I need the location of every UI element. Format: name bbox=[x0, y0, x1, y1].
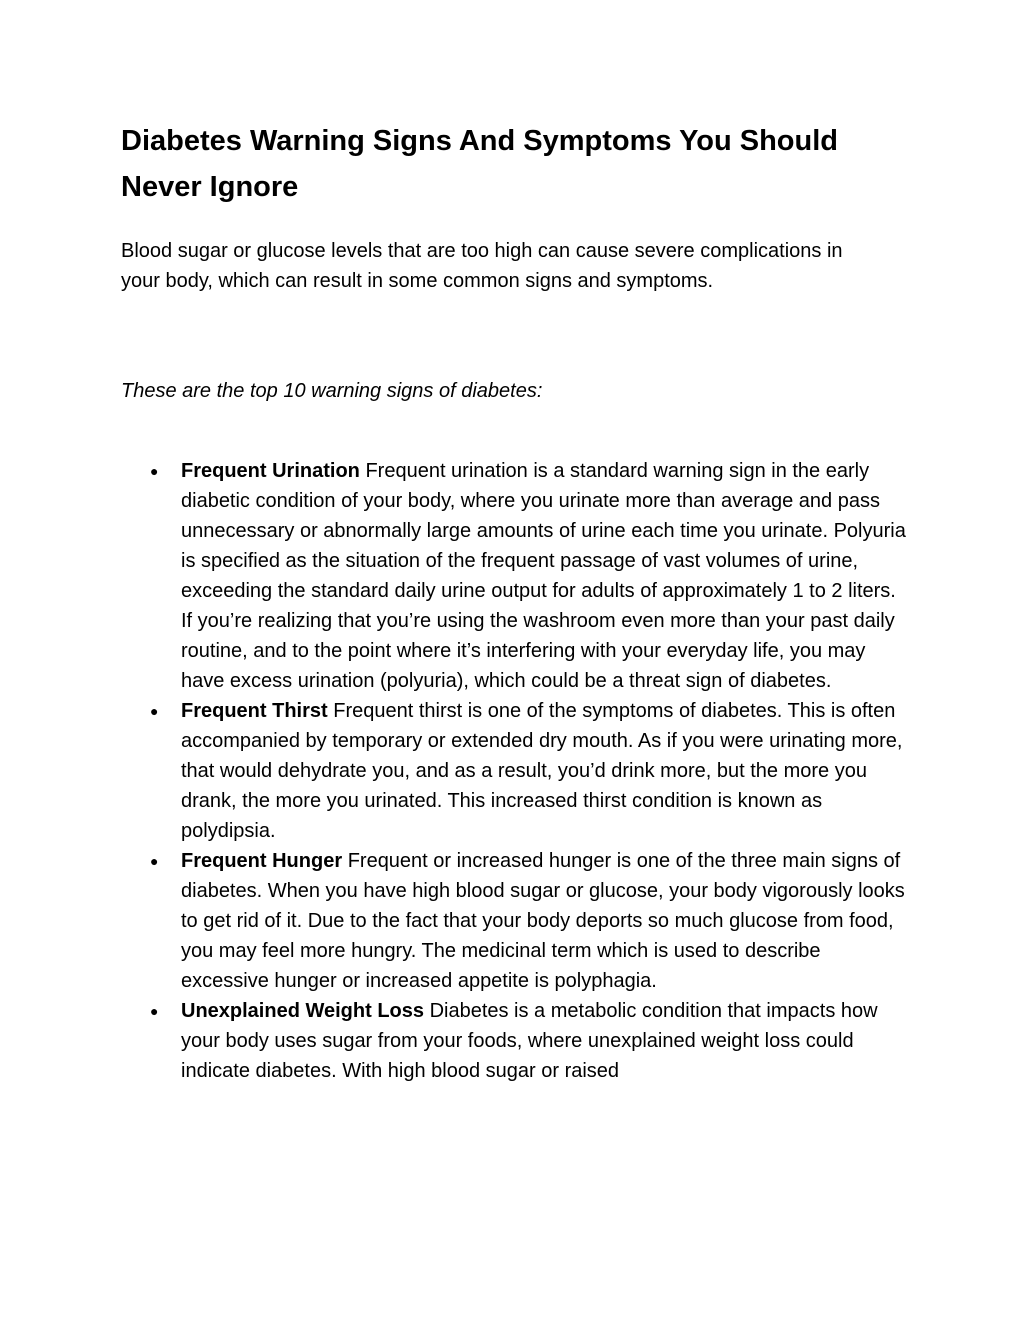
sign-description: Frequent urination is a standard warning sign in the early diabetic condition of your body, where you urinate more than average and pass unnecessary or abnormally large amounts of urine each time you urinate. Polyuria is specified as the situation of the frequent passage of vast volumes of urine, exceeding the standard daily urine output for adults of approximately 1 to 2 liters. If you’re realizing that you’re using the washroom even more than your past daily routine, and to the point where it’s interfering with your everyday life, you may have excess urination (polyuria), which could be a threat sign of diabetes. bbox=[181, 460, 906, 692]
list-item bbox=[150, 456, 911, 696]
sign-name: Unexplained Weight Loss bbox=[181, 1000, 424, 1022]
bullet-icon: ● bbox=[150, 463, 159, 479]
sign-description: Frequent or increased hunger is one of the three main signs of diabetes. When you have high blood sugar or glucose, your body vigorously looks to get rid of it. Due to the fact that your body deports so much glucose from food, you may feel more hungry. The medicinal term which is used to describe excessive hunger or increased appetite is polyphagia. bbox=[181, 850, 905, 992]
sign-name: Frequent Urination bbox=[181, 460, 360, 482]
page-title: Diabetes Warning Signs And Symptoms You Should Never Ignore bbox=[121, 125, 838, 203]
bullet-icon: ● bbox=[150, 703, 159, 719]
list-item bbox=[150, 846, 911, 996]
sign-name: Frequent Hunger bbox=[181, 850, 343, 872]
sign-description: Diabetes is a metabolic condition that impacts how your body uses sugar from your foods, where unexplained weight loss could indicate diabetes. With high blood sugar or raised bbox=[181, 1000, 878, 1082]
warning-signs-list bbox=[150, 456, 911, 1086]
bullet-icon: ● bbox=[150, 1003, 159, 1019]
list-item bbox=[150, 696, 911, 846]
sign-description: Frequent thirst is one of the symptoms of diabetes. This is often accompanied by temporary or extended dry mouth. As if you were urinating more, that would dehydrate you, and as a result, you’d drink more, but the more you drank, the more you urinated. This increased thirst condition is known as polydipsia. bbox=[181, 700, 903, 842]
list-lead-in: These are the top 10 warning signs of diabetes: bbox=[121, 380, 543, 402]
list-item bbox=[150, 996, 911, 1086]
bullet-icon: ● bbox=[150, 853, 159, 869]
document-page bbox=[121, 118, 911, 1082]
sign-name: Frequent Thirst bbox=[181, 700, 328, 722]
intro-paragraph: Blood sugar or glucose levels that are too high can cause severe complications in your body, which can result in some common signs and symptoms. bbox=[121, 240, 843, 292]
